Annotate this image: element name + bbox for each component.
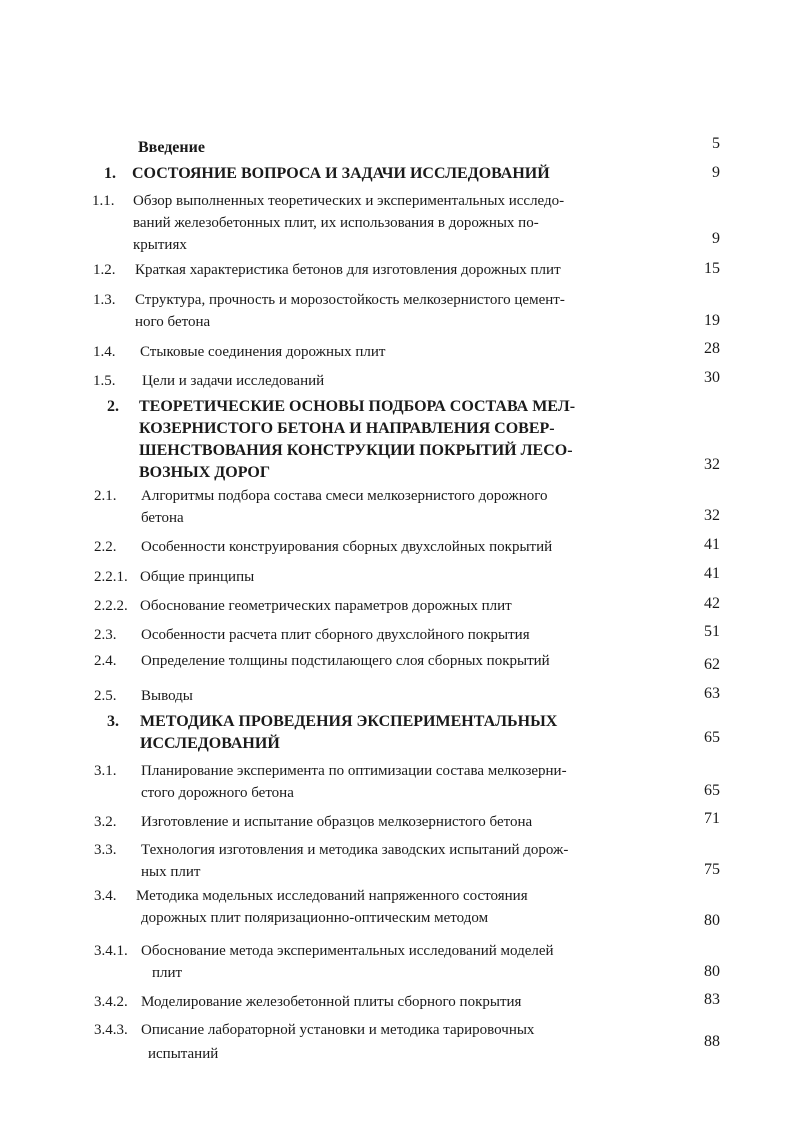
toc-s3-4-2-title: Моделирование железобетонной плиты сборного покрытия — [141, 994, 522, 1010]
toc-s1-4-page: 28 — [704, 340, 720, 357]
toc-s3-2-title: Изготовление и испытание образцов мелкозернистого бетона — [141, 814, 533, 830]
toc-s3-4-2-number: 3.4.2. — [94, 994, 128, 1010]
toc-s2-1-page: 32 — [704, 507, 720, 524]
toc-s3-4-line1: Методика модельных исследований напряженного состояния — [136, 888, 528, 904]
toc-ch2-line1: ТЕОРЕТИЧЕСКИЕ ОСНОВЫ ПОДБОРА СОСТАВА МЕЛ- — [139, 398, 576, 415]
toc-s3-4-page: 80 — [704, 912, 720, 929]
toc-s1-3-line2: ного бетона — [135, 314, 211, 330]
toc-s1-1-number: 1.1. — [92, 193, 115, 209]
toc-s3-1-line2: стого дорожного бетона — [141, 785, 294, 801]
toc-ch2-page: 32 — [704, 456, 720, 473]
toc-s3-4-1-number: 3.4.1. — [94, 943, 128, 959]
toc-s1-2-page: 15 — [704, 260, 720, 277]
toc-s2-1-number: 2.1. — [94, 488, 117, 504]
toc-s2-2-title: Особенности конструирования сборных двухслойных покрытий — [141, 539, 553, 555]
toc-s1-4-title: Стыковые соединения дорожных плит — [140, 344, 386, 360]
toc-s1-1-line1: Обзор выполненных теоретических и экспериментальных исследо- — [133, 193, 565, 209]
toc-s3-3-line1: Технология изготовления и методика заводских испытаний дорож- — [141, 842, 569, 858]
toc-s3-4-line2: дорожных плит поляризационно-оптическим методом — [141, 910, 489, 926]
toc-intro-title: Введение — [138, 139, 205, 156]
toc-s3-4-1-line1: Обоснование метода экспериментальных исследований моделей — [141, 943, 554, 959]
toc-s2-2-page: 41 — [704, 536, 720, 553]
toc-s1-3-number: 1.3. — [93, 292, 116, 308]
toc-s3-4-3-number: 3.4.3. — [94, 1022, 128, 1038]
toc-ch1-title: СОСТОЯНИЕ ВОПРОСА И ЗАДАЧИ ИССЛЕДОВАНИЙ — [132, 165, 550, 182]
toc-ch1-number: 1. — [104, 165, 116, 182]
toc-s3-4-3-line1: Описание лабораторной установки и методика тарировочных — [141, 1022, 535, 1038]
toc-s1-3-page: 19 — [704, 312, 720, 329]
toc-s2-5-page: 63 — [704, 685, 720, 702]
toc-s2-2-1-title: Общие принципы — [140, 569, 255, 585]
toc-s3-4-3-page: 88 — [704, 1033, 720, 1050]
toc-s2-4-title: Определение толщины подстилающего слоя сборных покрытий — [141, 653, 550, 669]
toc-ch3-page: 65 — [704, 729, 720, 746]
toc-s1-5-title: Цели и задачи исследований — [142, 373, 325, 389]
toc-s1-1-page: 9 — [712, 230, 720, 247]
toc-s1-1-line2: ваний железобетонных плит, их использования в дорожных по- — [133, 215, 539, 231]
toc-s1-1-line3: крытиях — [133, 237, 187, 253]
toc-s2-1-line2: бетона — [141, 510, 184, 526]
toc-s2-2-1-page: 41 — [704, 565, 720, 582]
toc-s1-3-line1: Структура, прочность и морозостойкость мелкозернистого цемент- — [135, 292, 565, 308]
toc-s3-1-line1: Планирование эксперимента по оптимизации состава мелкозерни- — [141, 763, 567, 779]
toc-s3-1-page: 65 — [704, 782, 720, 799]
toc-ch2-number: 2. — [107, 398, 119, 415]
toc-ch2-line4: ВОЗНЫХ ДОРОГ — [139, 464, 271, 481]
toc-s3-4-number: 3.4. — [94, 888, 117, 904]
toc-s2-2-2-page: 42 — [704, 595, 720, 612]
toc-s2-4-page: 62 — [704, 656, 720, 673]
toc-s3-2-page: 71 — [704, 810, 720, 827]
toc-ch3-number: 3. — [107, 713, 119, 730]
toc-s3-1-number: 3.1. — [94, 763, 117, 779]
toc-s1-5-number: 1.5. — [93, 373, 116, 389]
toc-s3-3-number: 3.3. — [94, 842, 117, 858]
toc-s1-5-page: 30 — [704, 369, 720, 386]
toc-s1-2-title: Краткая характеристика бетонов для изготовления дорожных плит — [135, 262, 561, 278]
toc-s2-3-title: Особенности расчета плит сборного двухслойного покрытия — [141, 627, 530, 643]
toc-s3-2-number: 3.2. — [94, 814, 117, 830]
toc-ch2-line3: ШЕНСТВОВАНИЯ КОНСТРУКЦИИ ПОКРЫТИЙ ЛЕСО- — [139, 442, 573, 459]
toc-s2-2-1-number: 2.2.1. — [94, 569, 128, 585]
toc-intro-page: 5 — [712, 135, 720, 152]
toc-s2-3-number: 2.3. — [94, 627, 117, 643]
toc-s2-5-number: 2.5. — [94, 688, 117, 704]
toc-s2-5-title: Выводы — [141, 688, 193, 704]
toc-s2-2-2-title: Обоснование геометрических параметров дорожных плит — [140, 598, 512, 614]
toc-s3-4-2-page: 83 — [704, 991, 720, 1008]
toc-s2-2-number: 2.2. — [94, 539, 117, 555]
toc-ch1-page: 9 — [712, 164, 720, 181]
toc-s2-1-line1: Алгоритмы подбора состава смеси мелкозернистого дорожного — [141, 488, 548, 504]
toc-s3-4-1-page: 80 — [704, 963, 720, 980]
toc-s3-3-line2: ных плит — [141, 864, 201, 880]
toc-s1-4-number: 1.4. — [93, 344, 116, 360]
toc-ch3-line2: ИССЛЕДОВАНИЙ — [140, 735, 280, 752]
toc-s2-4-number: 2.4. — [94, 653, 117, 669]
toc-s3-3-page: 75 — [704, 861, 720, 878]
toc-s2-2-2-number: 2.2.2. — [94, 598, 128, 614]
toc-s3-4-1-line2: плит — [152, 965, 183, 981]
toc-s1-2-number: 1.2. — [93, 262, 116, 278]
toc-s2-3-page: 51 — [704, 623, 720, 640]
toc-ch2-line2: КОЗЕРНИСТОГО БЕТОНА И НАПРАВЛЕНИЯ СОВЕР- — [139, 420, 555, 437]
toc-s3-4-3-line2: испытаний — [148, 1046, 219, 1062]
toc-ch3-line1: МЕТОДИКА ПРОВЕДЕНИЯ ЭКСПЕРИМЕНТАЛЬНЫХ — [140, 713, 558, 730]
